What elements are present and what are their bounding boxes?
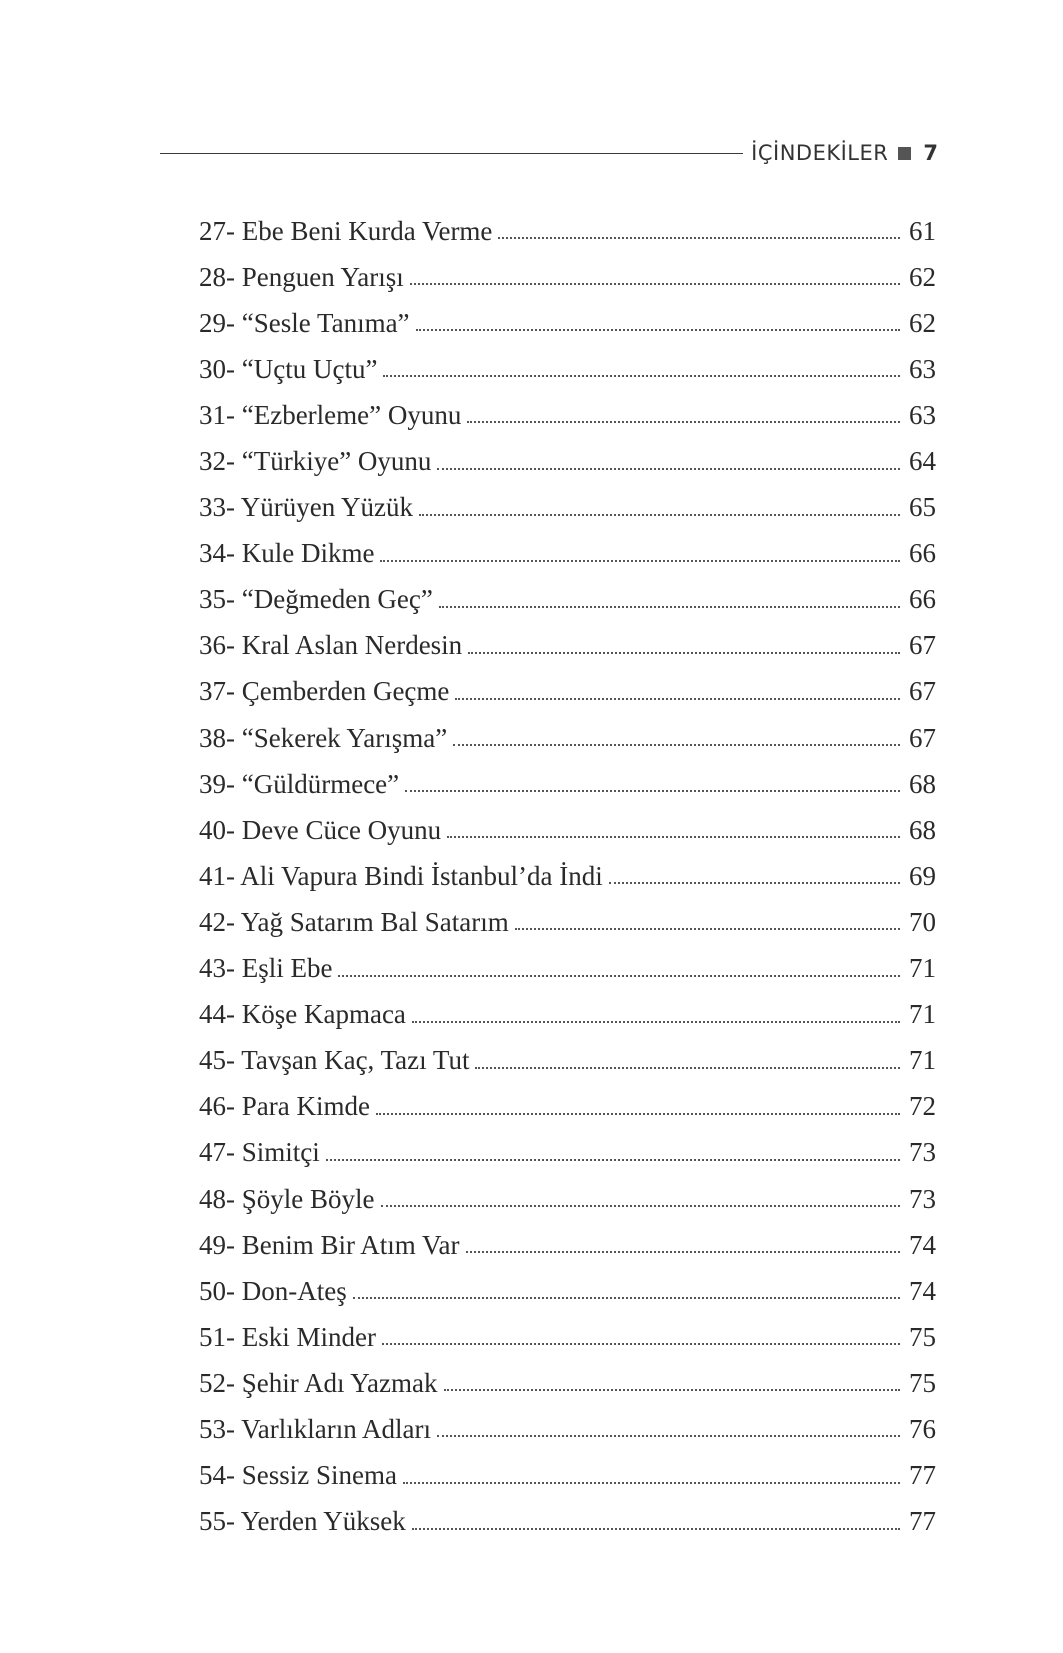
section-title: İÇİNDEKİLER xyxy=(751,141,889,165)
toc-entry-title: 38- “Sekerek Yarışma” xyxy=(199,722,448,753)
toc-entry xyxy=(199,485,936,531)
dot-leader xyxy=(410,283,900,285)
dot-leader xyxy=(376,1113,900,1115)
dot-leader xyxy=(403,1482,900,1484)
dot-leader xyxy=(455,698,900,700)
toc-entry xyxy=(199,1268,936,1314)
toc-entry-page: 70 xyxy=(909,906,936,937)
toc-entry-title: 37- Çemberden Geçme xyxy=(199,676,450,707)
toc-entry-title: 39- “Güldürmece” xyxy=(199,768,400,799)
toc-entry-title: 29- “Sesle Tanıma” xyxy=(199,307,410,338)
dot-leader xyxy=(326,1159,900,1161)
toc-entry-page: 75 xyxy=(909,1321,936,1352)
toc-entry xyxy=(199,946,936,992)
toc-entry xyxy=(199,577,936,623)
dot-leader xyxy=(338,975,900,977)
toc-entry-title: 27- Ebe Beni Kurda Verme xyxy=(199,215,493,246)
dot-leader xyxy=(453,744,900,746)
toc-entry xyxy=(199,807,936,853)
toc-entry xyxy=(199,1222,936,1268)
toc-entry-page: 67 xyxy=(909,676,936,707)
toc-entry-page: 68 xyxy=(909,814,936,845)
toc-entry xyxy=(199,853,936,899)
toc-entry-page: 73 xyxy=(909,1137,936,1168)
toc-entry xyxy=(199,1130,936,1176)
dot-leader xyxy=(353,1297,900,1299)
toc-entry xyxy=(199,208,936,254)
toc-entry-title: 40- Deve Cüce Oyunu xyxy=(199,814,442,845)
dot-leader xyxy=(437,468,900,470)
dot-leader xyxy=(405,790,900,792)
dot-leader xyxy=(467,421,900,423)
toc-entry-page: 65 xyxy=(909,492,936,523)
dot-leader xyxy=(468,652,900,654)
toc-entry-title: 41- Ali Vapura Bindi İstanbul’da İndi xyxy=(199,860,603,891)
toc-entry-page: 61 xyxy=(909,215,936,246)
toc-entry-page: 63 xyxy=(909,399,936,430)
toc-entry-page: 71 xyxy=(909,1045,936,1076)
dot-leader xyxy=(439,606,900,608)
toc-entry-page: 68 xyxy=(909,768,936,799)
dot-leader xyxy=(419,514,900,516)
toc-entry-page: 75 xyxy=(909,1367,936,1398)
dot-leader xyxy=(383,375,900,377)
toc-entry xyxy=(199,1360,936,1406)
toc-entry xyxy=(199,438,936,484)
toc-entry-page: 69 xyxy=(909,860,936,891)
toc-entry-title: 55- Yerden Yüksek xyxy=(199,1506,406,1537)
toc-entry-page: 71 xyxy=(909,953,936,984)
toc-entry-page: 73 xyxy=(909,1183,936,1214)
toc-entry-page: 71 xyxy=(909,999,936,1030)
toc-entry-title: 52- Şehir Adı Yazmak xyxy=(199,1367,438,1398)
toc-entry-title: 46- Para Kimde xyxy=(199,1091,370,1122)
toc-entry xyxy=(199,899,936,945)
toc-entry xyxy=(199,1499,936,1545)
toc-entry-page: 66 xyxy=(909,584,936,615)
square-bullet-icon xyxy=(898,147,911,160)
dot-leader xyxy=(444,1389,901,1391)
toc-entry xyxy=(199,346,936,392)
toc-entry-title: 28- Penguen Yarışı xyxy=(199,261,404,292)
toc-entry-title: 42- Yağ Satarım Bal Satarım xyxy=(199,906,509,937)
toc-entry-title: 32- “Türkiye” Oyunu xyxy=(199,446,432,477)
toc-entry-page: 64 xyxy=(909,446,936,477)
toc-entry-title: 30- “Uçtu Uçtu” xyxy=(199,353,378,384)
toc-entry-title: 35- “Değmeden Geç” xyxy=(199,584,433,615)
dot-leader xyxy=(412,1528,900,1530)
toc-entry-title: 33- Yürüyen Yüzük xyxy=(199,492,413,523)
toc-entry-title: 54- Sessiz Sinema xyxy=(199,1460,397,1491)
toc-entry xyxy=(199,761,936,807)
toc-entry-page: 77 xyxy=(909,1460,936,1491)
toc-entry-page: 76 xyxy=(909,1413,936,1444)
toc-entry xyxy=(199,300,936,346)
page-header xyxy=(160,138,938,168)
dot-leader xyxy=(498,237,900,239)
dot-leader xyxy=(416,329,900,331)
dot-leader xyxy=(412,1021,900,1023)
toc-entry xyxy=(199,623,936,669)
toc-entry-title: 49- Benim Bir Atım Var xyxy=(199,1229,460,1260)
toc-entry-page: 62 xyxy=(909,307,936,338)
dot-leader xyxy=(466,1251,901,1253)
toc-entry-title: 48- Şöyle Böyle xyxy=(199,1183,375,1214)
dot-leader xyxy=(475,1067,900,1069)
toc-entry-page: 66 xyxy=(909,538,936,569)
toc-entry-title: 47- Simitçi xyxy=(199,1137,320,1168)
toc-entry xyxy=(199,1314,936,1360)
toc-entry-page: 62 xyxy=(909,261,936,292)
toc-entry-page: 63 xyxy=(909,353,936,384)
toc-entry xyxy=(199,669,936,715)
toc-entry xyxy=(199,254,936,300)
toc-entry-page: 67 xyxy=(909,722,936,753)
toc-entry xyxy=(199,392,936,438)
toc-entry-page: 74 xyxy=(909,1275,936,1306)
dot-leader xyxy=(381,1205,901,1207)
toc-entry-title: 50- Don-Ateş xyxy=(199,1275,347,1306)
dot-leader xyxy=(437,1435,900,1437)
toc-entry-title: 45- Tavşan Kaç, Tazı Tut xyxy=(199,1045,470,1076)
toc-entry-title: 51- Eski Minder xyxy=(199,1321,376,1352)
toc-entry-page: 67 xyxy=(909,630,936,661)
toc-entry xyxy=(199,1038,936,1084)
toc-entry xyxy=(199,992,936,1038)
toc-entry-page: 74 xyxy=(909,1229,936,1260)
dot-leader xyxy=(447,836,900,838)
dot-leader xyxy=(515,928,900,930)
page-number: 7 xyxy=(923,141,938,165)
toc-entry-title: 53- Varlıkların Adları xyxy=(199,1413,431,1444)
toc-entry-title: 34- Kule Dikme xyxy=(199,538,375,569)
toc-entry xyxy=(199,1084,936,1130)
toc-entry-title: 44- Köşe Kapmaca xyxy=(199,999,406,1030)
header-rule xyxy=(160,153,743,154)
toc-entry xyxy=(199,531,936,577)
dot-leader xyxy=(382,1343,900,1345)
dot-leader xyxy=(380,560,900,562)
dot-leader xyxy=(609,882,900,884)
toc-entry xyxy=(199,1406,936,1452)
toc-entry-title: 43- Eşli Ebe xyxy=(199,953,333,984)
table-of-contents xyxy=(199,208,936,1545)
toc-entry-title: 36- Kral Aslan Nerdesin xyxy=(199,630,463,661)
toc-entry xyxy=(199,715,936,761)
toc-entry-title: 31- “Ezberleme” Oyunu xyxy=(199,399,462,430)
toc-entry xyxy=(199,1453,936,1499)
toc-entry xyxy=(199,1176,936,1222)
toc-entry-page: 72 xyxy=(909,1091,936,1122)
toc-entry-page: 77 xyxy=(909,1506,936,1537)
